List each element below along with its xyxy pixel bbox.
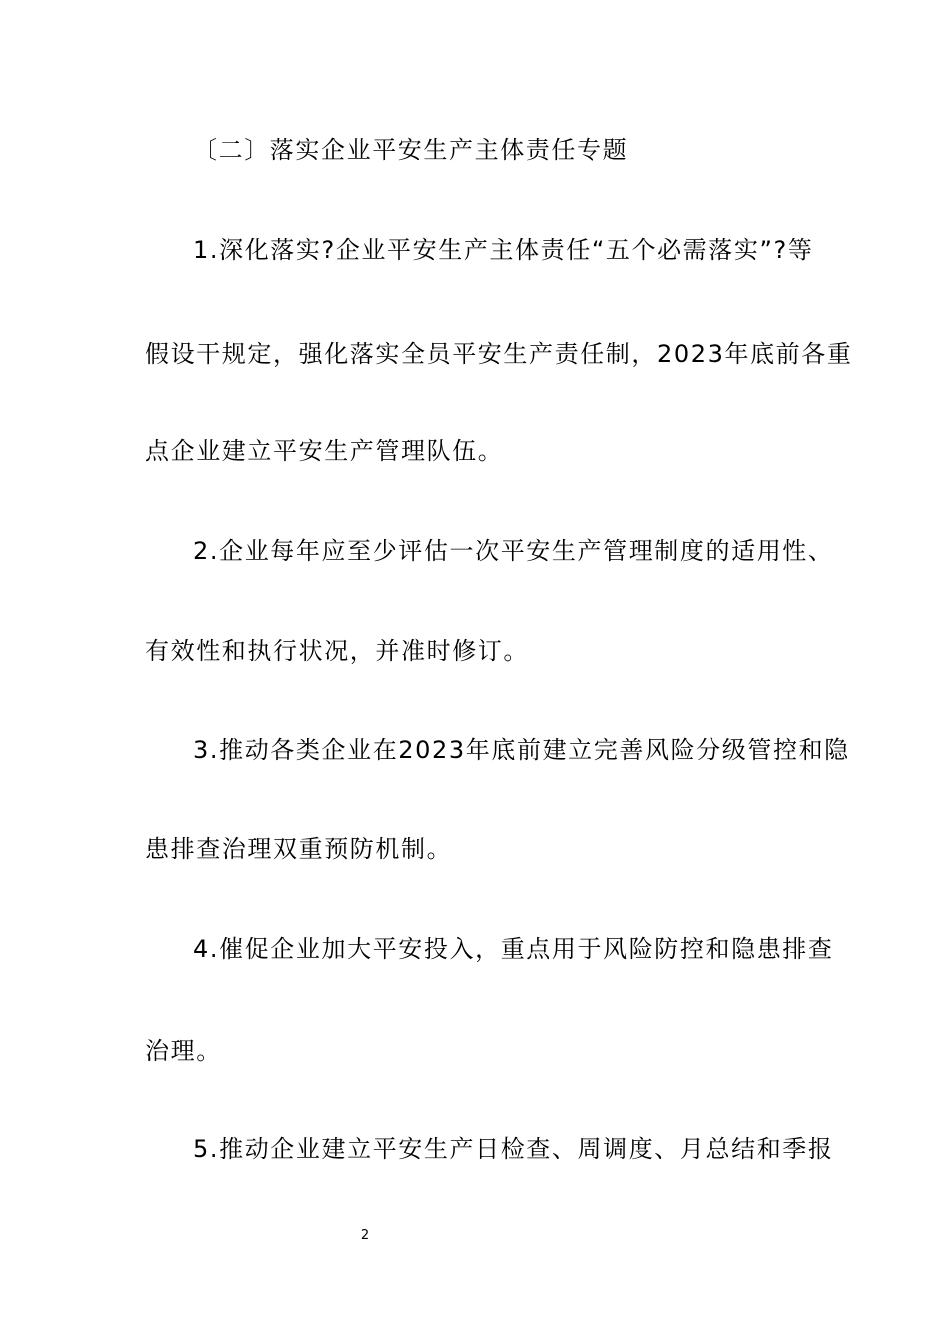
paragraph-4-line-2: 治理。 [145, 1037, 222, 1065]
paragraph-4-line-1: 4.催促企业加大平安投入，重点用于风险防控和隐患排查 [193, 935, 834, 963]
paragraph-3-line-2: 患排查治理双重预防机制。 [145, 835, 453, 863]
paragraph-1-line-3: 点企业建立平安生产管理队伍。 [145, 437, 504, 465]
paragraph-5-line-1: 5.推动企业建立平安生产日检查、周调度、月总结和季报 [193, 1135, 834, 1163]
page-number: 2 [360, 1228, 370, 1243]
paragraph-2-line-2: 有效性和执行状况，并准时修订。 [145, 637, 529, 665]
paragraph-1-line-1: 1.深化落实?企业平安生产主体责任“五个必需落实”?等 [193, 236, 814, 264]
paragraph-1-line-2: 假设干规定，强化落实全员平安生产责任制，2023年底前各重 [145, 340, 853, 368]
paragraph-3-line-1: 3.推动各类企业在2023年底前建立完善风险分级管控和隐 [193, 736, 850, 764]
section-heading: 〔二〕落实企业平安生产主体责任专题 [193, 136, 629, 164]
paragraph-2-line-1: 2.企业每年应至少评估一次平安生产管理制度的适用性、 [193, 537, 834, 565]
